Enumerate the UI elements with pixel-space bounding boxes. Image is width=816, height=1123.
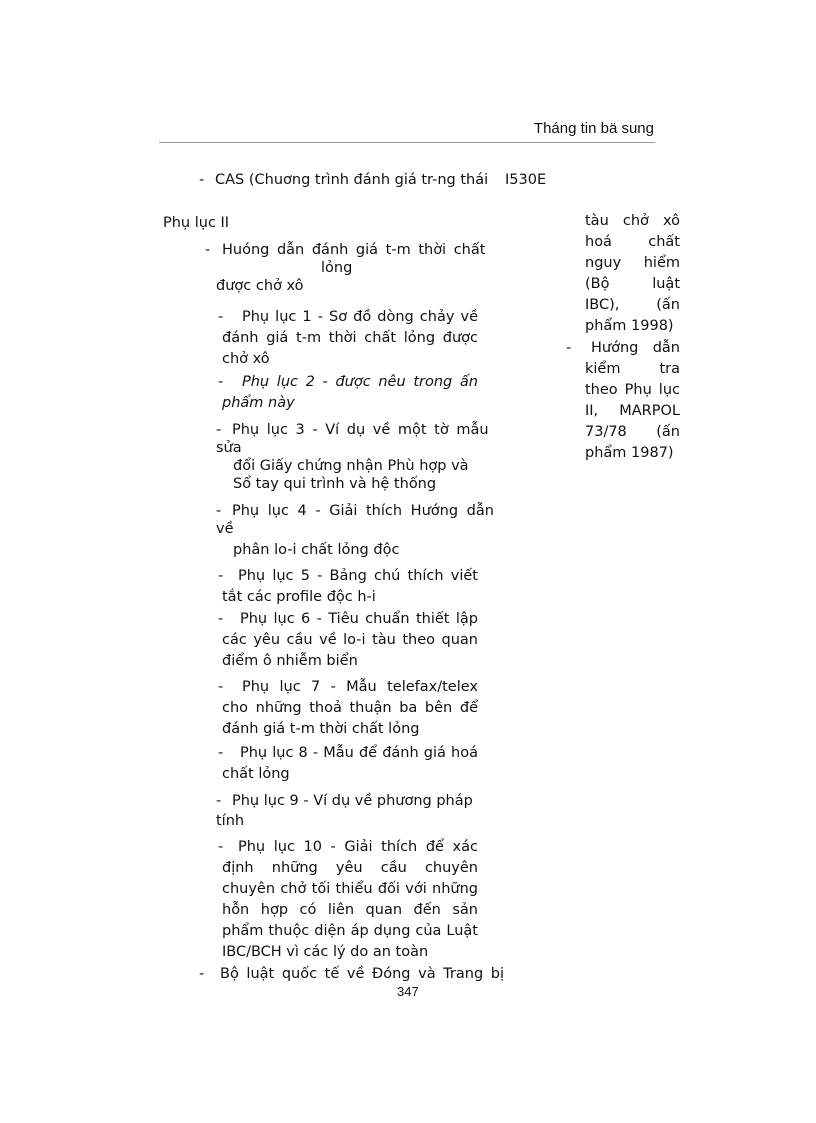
appendix-4-line-1: Phụ lục 4 - Giải thích Hướng dẫn	[232, 503, 494, 519]
page-number: 347	[397, 984, 419, 999]
list-dash: -	[218, 374, 224, 390]
appendix-3-line-4: Sổ tay qui trình và hệ thống	[233, 476, 437, 492]
list-dash: -	[216, 422, 222, 438]
marpol-guide-item: Hướng dẫn kiểm tra theo Phụ lục II, MARPOL 73/78 (ấn phẩm 1987)	[585, 340, 680, 461]
appendix-10: Phụ lục 10 - Giải thích để xác định những yêu cầu chuyên chuyên chở tối thiểu đối với những hỗn hợp có liên quan đến sản phẩm thuộc diện áp dụng của Luật IBC/BCH vì các lý do an toàn	[222, 839, 478, 960]
document-code: I530E	[505, 172, 547, 188]
header-rule	[159, 142, 655, 143]
list-dash: -	[199, 172, 205, 188]
appendix-4-line-2: về	[216, 521, 234, 537]
appendix-3-line-1: Phụ lục 3 - Ví dụ về một tờ mẫu	[232, 422, 489, 438]
list-dash: -	[199, 966, 205, 982]
list-dash: -	[216, 503, 222, 519]
appendix-9-line-1: Phụ lục 9 - Ví dụ về phương pháp	[232, 793, 473, 809]
section-title: Phụ lục II	[163, 215, 230, 231]
intro-line-3: được chở xô	[216, 278, 304, 294]
list-dash: -	[218, 745, 224, 761]
appendix-9-line-2: tính	[216, 813, 245, 829]
appendix-4-line-3: phân lo-i chất lỏng độc	[233, 542, 400, 558]
list-dash: -	[205, 242, 211, 258]
list-dash: -	[218, 611, 224, 627]
list-dash: -	[566, 340, 572, 356]
list-dash: -	[218, 679, 224, 695]
appendix-5: Phụ lục 5 - Bảng chú thích viết tắt các profile độc h-i	[222, 568, 478, 605]
list-dash: -	[218, 568, 224, 584]
intro-line-1: Huóng dẫn đánh giá t-m thời chất	[222, 242, 486, 258]
running-header: Tháng tin bä sung	[533, 120, 654, 137]
right-continuation: tàu chở xô hoá chất nguy hiểm (Bộ luật IBC), (ấn phẩm 1998)	[585, 213, 680, 334]
appendix-3-line-3: đổi Giấy chứng nhận Phù hợp và	[233, 458, 469, 474]
appendix-1: Phụ lục 1 - Sơ đồ dòng chảy về đánh giá t-m thời chất lỏng được chở xô	[222, 309, 478, 367]
list-dash: -	[218, 839, 224, 855]
list-dash: -	[218, 309, 224, 325]
intro-line-2: lỏng	[321, 260, 353, 276]
list-dash: -	[216, 793, 222, 809]
appendix-2: Phụ lục 2 - được nêu trong ấn phẩm này	[222, 374, 478, 411]
cas-item-text: CAS (Chuơng trình đánh giá tr-ng thái	[215, 172, 489, 188]
appendix-7: Phụ lục 7 - Mẫu telefax/telex cho những thoả thuận ba bên để đánh giá t-m thời chất lỏng	[222, 679, 478, 737]
appendix-6: Phụ lục 6 - Tiêu chuẩn thiết lập các yêu cầu về lo-i tàu theo quan điểm ô nhiễm biển	[222, 611, 478, 669]
appendix-8: Phụ lục 8 - Mẫu để đánh giá hoá chất lỏng	[222, 745, 478, 782]
ibc-code-item: Bộ luật quốc tế về Đóng và Trang bị	[220, 966, 504, 982]
appendix-3-line-2: sửa	[216, 440, 242, 456]
